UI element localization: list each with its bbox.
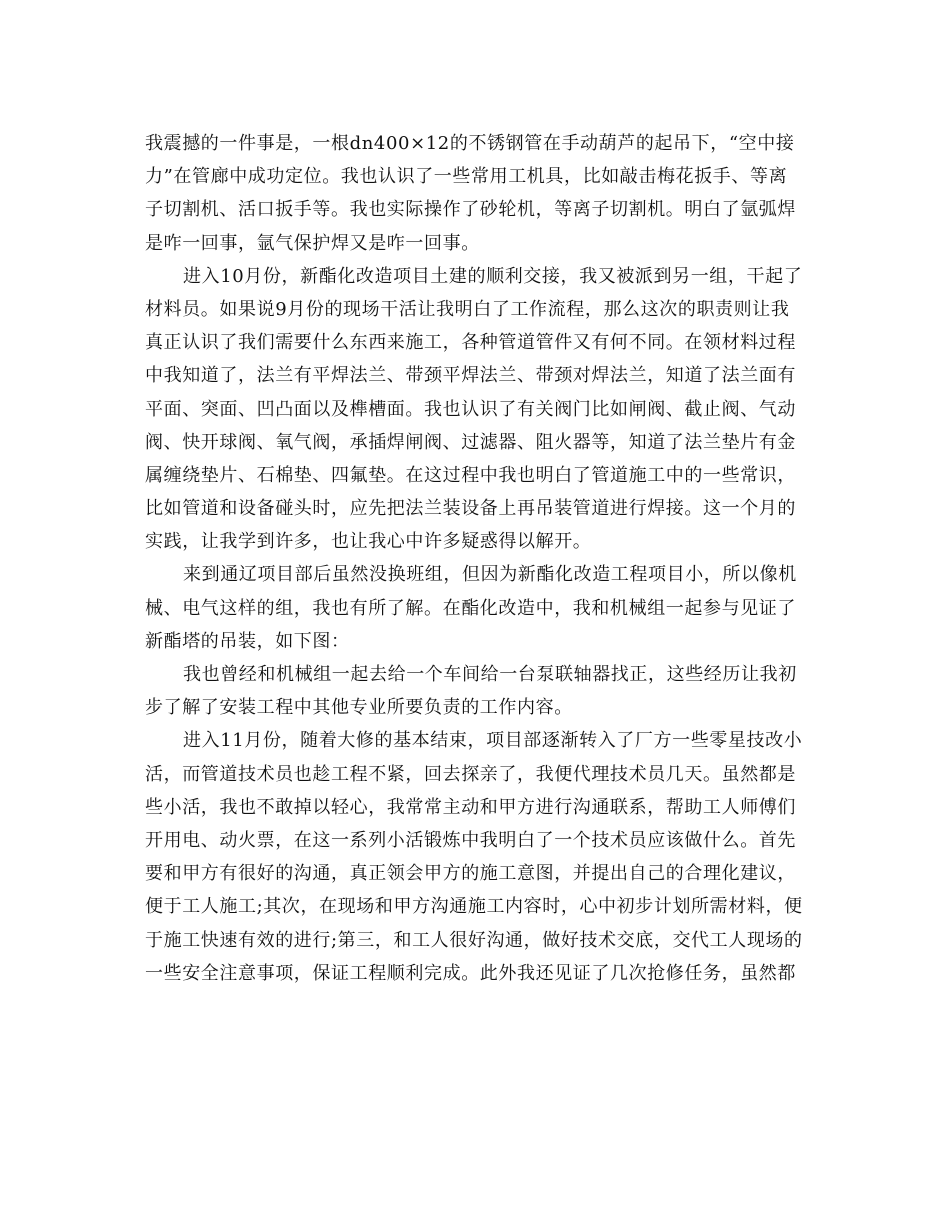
text-line: 活，而管道技术员也趁工程不紧，回去探亲了，我便代理技术员几天。虽然都是 — [145, 763, 796, 785]
text-line: 于施工快速有效的进行;第三，和工人很好沟通，做好技术交底，交代工人现场的 — [145, 929, 803, 951]
paragraph-start-line: 进入11月份，随着大修的基本结束，项目部逐渐转入了厂方一些零星技改小 — [183, 730, 803, 752]
text-line: 是咋一回事，氩气保护焊又是咋一回事。 — [145, 232, 480, 254]
text-line: 子切割机、活口扳手等。我也实际操作了砂轮机，等离子切割机。明白了氩弧焊 — [145, 199, 796, 221]
paragraph-start-line: 进入10月份，新酯化改造项目土建的顺利交接，我又被派到另一组，干起了 — [183, 265, 803, 287]
body-text — [145, 127, 815, 990]
text-line: 些小活，我也不敢掉以轻心，我常常主动和甲方进行沟通联系，帮助工人师傅们 — [145, 796, 796, 818]
paragraph-start-line: 我也曾经和机械组一起去给一个车间给一台泵联轴器找正，这些经历让我初 — [183, 664, 797, 685]
text-line: 材料员。如果说9月份的现场干活让我明白了工作流程，那么这次的职责则让我 — [145, 298, 790, 320]
text-line: 步了解了安装工程中其他专业所要负责的工作内容。 — [145, 697, 573, 719]
text-line: 属缠绕垫片、石棉垫、四氟垫。在这过程中我也明白了管道施工中的一些常识， — [145, 464, 796, 486]
text-line: 中我知道了，法兰有平焊法兰、带颈平焊法兰、带颈对焊法兰，知道了法兰面有 — [145, 365, 796, 387]
text-line: 一些安全注意事项，保证工程顺利完成。此外我还见证了几次抢修任务，虽然都 — [145, 962, 796, 984]
text-line: 我震撼的一件事是，一根dn400×12的不锈钢管在手动葫芦的起吊下，“空中接 — [145, 133, 795, 154]
text-line: 新酯塔的吊装，如下图： — [145, 630, 350, 652]
text-line: 阀、快开球阀、氧气阀，承插焊闸阀、过滤器、阻火器等，知道了法兰垫片有金 — [145, 431, 796, 453]
text-line: 力”在管廊中成功定位。我也认识了一些常用工机具，比如敲击梅花扳手、等离 — [145, 166, 788, 188]
text-line: 比如管道和设备碰头时，应先把法兰装设备上再吊装管道进行焊接。这一个月的 — [145, 498, 796, 520]
text-line: 械、电气这样的组，我也有所了解。在酯化改造中，我和机械组一起参与见证了 — [145, 597, 796, 619]
text-line: 要和甲方有很好的沟通，真正领会甲方的施工意图，并提出自己的合理化建议， — [145, 863, 796, 885]
paragraph-start-line: 来到通辽项目部后虽然没换班组，但因为新酯化改造工程项目小，所以像机 — [183, 564, 797, 586]
text-line: 真正认识了我们需要什么东西来施工，各种管道管件又有何不同。在领材料过程 — [145, 332, 796, 354]
text-line: 开用电、动火票，在这一系列小活锻炼中我明白了一个技术员应该做什么。首先 — [145, 829, 796, 851]
text-line: 便于工人施工;其次，在现场和甲方沟通施工内容时，心中初步计划所需材料，便 — [145, 896, 803, 918]
text-line: 平面、突面、凹凸面以及榫槽面。我也认识了有关阀门比如闸阀、截止阀、气动 — [145, 398, 796, 420]
text-line: 实践，让我学到许多，也让我心中许多疑惑得以解开。 — [145, 531, 592, 553]
